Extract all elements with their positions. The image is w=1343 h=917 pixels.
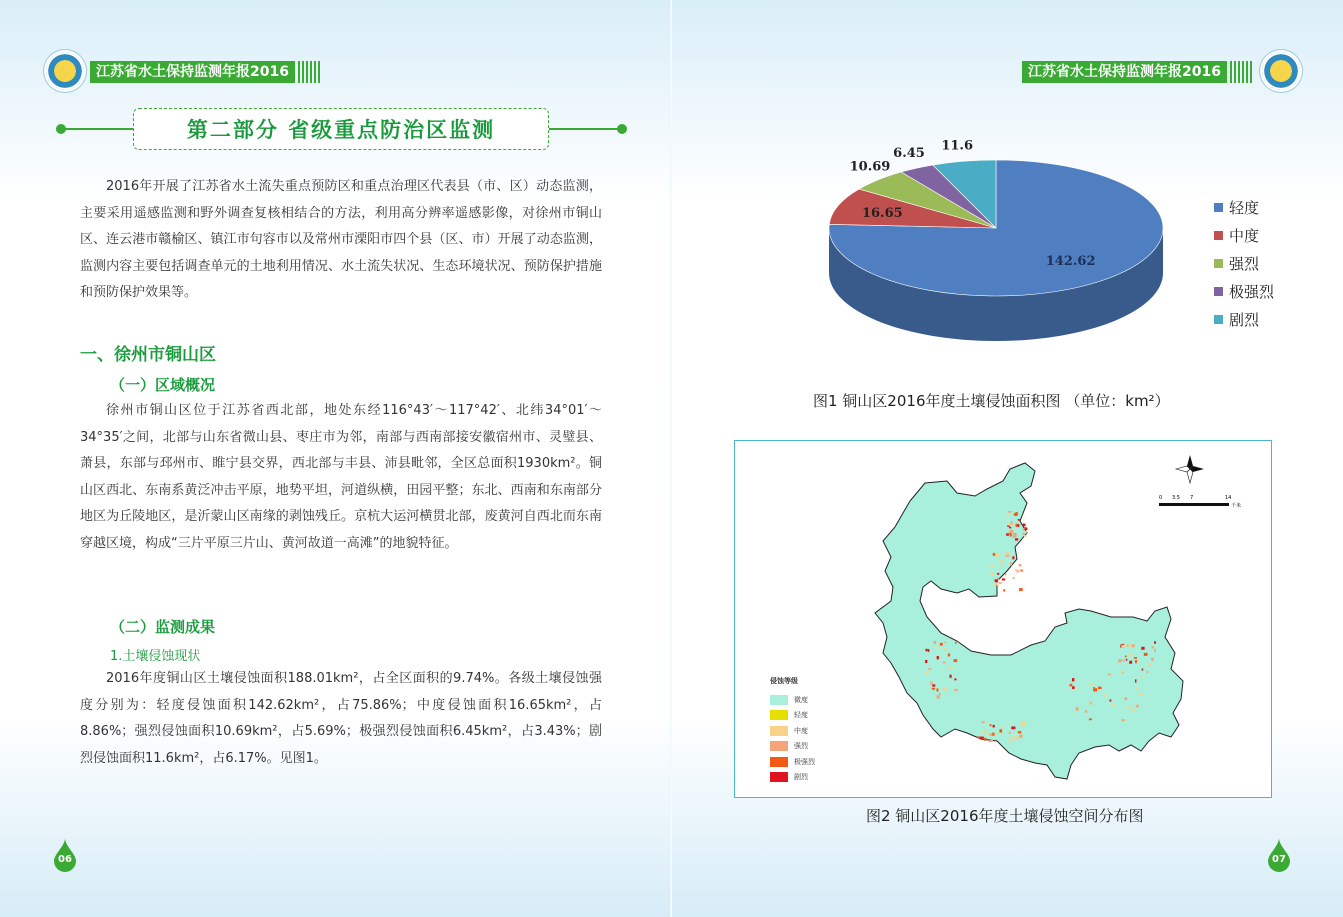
map-legend-label-2: 中度 — [794, 726, 808, 735]
erosion-patch — [1015, 736, 1018, 739]
erosion-patch — [1002, 578, 1005, 580]
erosion-patch — [948, 654, 950, 657]
erosion-patch — [949, 675, 951, 678]
erosion-patch — [932, 684, 935, 686]
subheading-monitoring-results: （二）监测成果 — [110, 618, 216, 636]
page-number-left-text: 06 — [58, 854, 72, 865]
erosion-patch — [1018, 731, 1021, 733]
erosion-patch — [1017, 524, 1019, 527]
erosion-patch — [925, 649, 927, 652]
erosion-patch — [945, 641, 947, 643]
erosion-patch — [1125, 655, 1127, 657]
erosion-patch — [1011, 521, 1013, 524]
erosion-patch — [1007, 525, 1010, 527]
erosion-patch — [1139, 693, 1143, 695]
figure1-caption: 图1 铜山区2016年度土壤侵蚀面积图 （单位：km²） — [813, 392, 1170, 410]
legend-item-4 — [1214, 309, 1259, 330]
legend-swatch-0 — [1214, 203, 1223, 212]
legend-label-2: 强烈 — [1229, 255, 1260, 273]
erosion-patch — [1154, 649, 1156, 652]
erosion-patch — [955, 642, 957, 644]
erosion-patch — [1076, 707, 1079, 710]
erosion-patch — [1013, 577, 1015, 579]
erosion-patch — [977, 736, 980, 738]
erosion-patch — [1005, 553, 1007, 555]
erosion-patch — [1015, 538, 1018, 540]
erosion-patch — [1024, 535, 1027, 537]
legend-swatch-3 — [1214, 287, 1223, 296]
legend-label-0: 轻度 — [1229, 199, 1260, 217]
scale-tick-3: 14 — [1225, 495, 1232, 501]
erosion-patch — [1132, 644, 1135, 647]
erosion-patch — [1010, 530, 1014, 533]
section-title-box — [133, 108, 549, 150]
erosion-patch — [940, 643, 943, 646]
scale-bar — [1159, 495, 1241, 509]
erosion-patch — [1141, 647, 1144, 650]
erosion-patch — [999, 582, 1002, 584]
map-legend-label-4: 极强烈 — [794, 757, 815, 766]
erosion-patch — [1009, 740, 1011, 743]
erosion-patch — [1021, 723, 1024, 726]
map-legend-item-3 — [770, 739, 815, 755]
erosion-patch — [937, 688, 939, 691]
header-stripes-right — [1230, 61, 1252, 83]
erosion-patch — [992, 733, 994, 736]
erosion-patch — [1023, 528, 1025, 530]
erosion-patch — [1142, 669, 1144, 671]
erosion-patch — [988, 733, 990, 735]
erosion-patch — [1013, 534, 1016, 537]
erosion-patch — [934, 641, 937, 644]
pie-data-label-2: 10.69 — [849, 159, 891, 175]
erosion-patch — [1023, 533, 1025, 535]
erosion-patch — [1010, 562, 1012, 565]
map-legend-label-0: 微度 — [794, 695, 808, 704]
compass-rose-icon — [1176, 455, 1204, 483]
erosion-patch — [953, 659, 957, 662]
erosion-patch — [1001, 565, 1003, 568]
map-legend-item-0 — [770, 692, 815, 708]
map-legend-label-3: 强烈 — [794, 742, 808, 751]
erosion-patch — [1010, 736, 1013, 739]
erosion-patch — [1140, 675, 1142, 677]
erosion-patch — [1134, 657, 1137, 659]
erosion-patch — [925, 660, 927, 663]
erosion-patch — [1129, 644, 1132, 646]
erosion-patch — [1019, 564, 1022, 566]
erosion-patch — [999, 729, 1002, 732]
erosion-patch — [1129, 653, 1132, 656]
subheading-region-overview: （一）区域概况 — [110, 376, 216, 394]
erosion-patch — [926, 671, 929, 674]
map-legend-swatch-2 — [770, 726, 788, 736]
erosion-patch — [1126, 659, 1128, 661]
erosion-patch — [939, 693, 941, 695]
item-title-erosion-status: 1.土壤侵蚀现状 — [110, 649, 201, 664]
right-header-badge — [1022, 60, 1252, 84]
erosion-patch — [1129, 661, 1132, 664]
region-overview-paragraph: 徐州市铜山区位于江苏省西北部，地处东经116°43′～117°42′、北纬34°01′～34°35′之间，北部与山东省微山县、枣庄市为邻，南部与西南部接安徽宿州市、灵璧县、萧县，东部与邳州市、睢宁县交界，西北部与丰县、沛县毗邻，全区总面积1930km²。铜山区西北、东南系黄泛冲击平原，地势平坦，河道纵横，田园平整；东北、西南和东南部分地区为丘陵地区，是沂蒙山区南缘的剥蚀残丘。京杭大运河横贯北部，废黄河自西北而东南穿越区境，构成“三片平原三片山、黄河故道一高滩”的地貌特征。 — [80, 403, 602, 551]
erosion-patch — [1122, 719, 1125, 721]
scale-tick-1: 3.5 — [1172, 495, 1180, 501]
erosion-patch — [1127, 645, 1129, 647]
erosion-patch — [1019, 588, 1023, 591]
erosion-patch — [1136, 705, 1138, 708]
map-legend-item-5 — [770, 770, 815, 786]
scale-tick-2: 7 — [1190, 495, 1194, 501]
erosion-patch — [990, 724, 992, 726]
erosion-patch — [990, 565, 993, 567]
erosion-patch — [993, 725, 995, 728]
legend-swatch-4 — [1214, 315, 1223, 324]
title-dot-right — [617, 124, 627, 134]
erosion-patch — [1135, 660, 1137, 663]
legend-label-3: 极强烈 — [1229, 283, 1275, 301]
erosion-patch — [989, 733, 992, 735]
erosion-patch — [1009, 732, 1011, 734]
erosion-patch — [1003, 589, 1005, 591]
erosion-patch — [1133, 709, 1136, 712]
erosion-patch — [1023, 523, 1026, 526]
erosion-patch — [949, 667, 952, 670]
map-legend-swatch-3 — [770, 741, 788, 751]
bureau-emblem-icon — [46, 52, 84, 90]
erosion-patch — [1090, 683, 1093, 686]
erosion-patch — [1118, 659, 1122, 662]
erosion-patch — [1025, 531, 1027, 534]
erosion-patch — [1007, 523, 1009, 525]
erosion-patch — [943, 662, 946, 664]
erosion-patch — [937, 656, 939, 659]
erosion-patch — [1019, 735, 1022, 738]
erosion-patch — [954, 689, 958, 691]
erosion-patch — [1112, 704, 1115, 706]
erosion-status-paragraph: 2016年度铜山区土壤侵蚀面积188.01km²，占全区面积的9.74%。各级土壤侵蚀强度分别为：轻度侵蚀面积142.62km²，占75.86%；中度侵蚀面积16.65km²，占8.86%；强烈侵蚀面积10.69km²，占5.69%；极强烈侵蚀面积6.45km²，占3.43%；剧烈侵蚀面积11.6km²，占6.17%。见图1。 — [80, 671, 602, 766]
title-dot-left — [56, 124, 66, 134]
map-legend-item-4 — [770, 754, 815, 770]
map-legend — [770, 676, 815, 785]
erosion-patch — [1148, 663, 1151, 666]
erosion-patch — [1154, 641, 1156, 644]
erosion-patch — [1007, 513, 1009, 515]
erosion-patch — [981, 721, 984, 723]
erosion-patch — [1001, 725, 1003, 728]
title-rule-right — [547, 128, 621, 130]
erosion-patch — [980, 737, 984, 739]
scale-tick-0: 0 — [1159, 495, 1163, 501]
erosion-patch — [1128, 706, 1130, 709]
erosion-patch — [995, 579, 998, 582]
erosion-patch — [997, 573, 999, 575]
erosion-patch — [932, 688, 935, 690]
scale-unit: 千米 — [1231, 503, 1242, 509]
erosion-patch — [984, 738, 986, 741]
erosion-patch — [1015, 512, 1017, 514]
map-legend-swatch-1 — [770, 710, 788, 720]
legend-label-4: 剧烈 — [1229, 311, 1260, 329]
page-number-right — [1268, 838, 1290, 872]
tongshan-district-shape — [875, 463, 1183, 779]
erosion-patch — [1008, 511, 1011, 513]
map-legend-item-2 — [770, 723, 815, 739]
erosion-patch — [930, 681, 932, 684]
map-legend-swatch-5 — [770, 772, 788, 782]
pie-data-label-0: 142.62 — [1045, 254, 1096, 270]
erosion-patch — [936, 646, 939, 648]
map-legend-item-1 — [770, 708, 815, 724]
left-header-title: 江苏省水土保持监测年报2016 — [90, 61, 295, 83]
erosion-patch — [1121, 670, 1123, 673]
erosion-patch — [1013, 536, 1015, 538]
erosion-patch — [942, 687, 946, 690]
erosion-patch — [928, 649, 930, 652]
erosion-patch — [1098, 687, 1102, 689]
erosion-patch — [1015, 569, 1018, 571]
pie-data-label-3: 6.45 — [893, 146, 925, 162]
erosion-patch — [991, 572, 995, 575]
erosion-patch — [1011, 726, 1015, 728]
intro-paragraph: 2016年开展了江苏省水土流失重点预防区和重点治理区代表县（市、区）动态监测，主要采用遥感监测和野外调查复核相结合的方法，利用高分辨率遥感影像，对徐州市铜山区、连云港市赣榆区、镇江市句容市以及常州市溧阳市四个县（区、市）开展了动态监测，监测内容主要包括调查单元的土地利用情况、水土流失状况、生态环境状况、预防保护措施和预防保护效果等。 — [80, 179, 602, 301]
pie-data-label-4: 11.6 — [941, 140, 974, 154]
erosion-patch — [1136, 688, 1138, 690]
legend-item-0 — [1214, 197, 1259, 218]
erosion-patch — [1070, 684, 1073, 687]
erosion-patch — [943, 648, 945, 650]
left-header-badge — [90, 60, 320, 84]
erosion-patch — [1009, 527, 1011, 529]
erosion-patch — [928, 668, 931, 670]
erosion-patch — [989, 740, 992, 742]
erosion-area-pie-chart — [785, 140, 1205, 370]
erosion-patch — [1023, 721, 1026, 724]
map-legend-label-5: 剧烈 — [794, 773, 808, 782]
erosion-patch — [1093, 688, 1097, 691]
erosion-patch — [1090, 702, 1092, 705]
left-page — [0, 0, 671, 917]
erosion-patch — [1152, 646, 1154, 649]
legend-swatch-1 — [1214, 231, 1223, 240]
erosion-patch — [1135, 679, 1137, 682]
erosion-patch — [1121, 645, 1125, 648]
legend-item-3 — [1214, 281, 1274, 302]
erosion-patch — [1077, 687, 1079, 689]
erosion-patch — [937, 695, 940, 698]
erosion-patch — [1020, 569, 1024, 572]
erosion-patch — [1110, 699, 1112, 701]
erosion-patch — [996, 733, 998, 735]
bureau-emblem-icon-right — [1262, 52, 1300, 90]
map-legend-title: 侵蚀等级 — [770, 677, 798, 685]
header-stripes — [298, 61, 320, 83]
erosion-patch — [1104, 694, 1106, 697]
erosion-patch — [1146, 671, 1148, 673]
erosion-patch — [1151, 658, 1154, 661]
erosion-patch — [993, 553, 996, 556]
erosion-patch — [1123, 660, 1125, 662]
pie-data-label-1: 16.65 — [861, 206, 903, 222]
erosion-patch — [1144, 653, 1148, 656]
map-legend-swatch-4 — [770, 757, 788, 767]
erosion-patch — [982, 731, 985, 734]
erosion-patch — [1012, 556, 1014, 559]
erosion-patch — [1085, 710, 1087, 713]
erosion-patch — [1108, 674, 1111, 676]
erosion-patch — [1005, 573, 1007, 575]
heading-tongshan: 一、徐州市铜山区 — [80, 345, 216, 365]
legend-swatch-2 — [1214, 259, 1223, 268]
erosion-patch — [997, 584, 999, 586]
page-number-left — [54, 838, 76, 872]
right-header-title: 江苏省水土保持监测年报2016 — [1022, 61, 1227, 83]
erosion-patch — [1018, 519, 1020, 521]
erosion-patch — [995, 553, 999, 556]
legend-label-1: 中度 — [1229, 227, 1260, 245]
title-rule-left — [60, 128, 134, 130]
erosion-patch — [1001, 560, 1003, 563]
erosion-patch — [954, 678, 956, 680]
figure2-caption: 图2 铜山区2016年度土壤侵蚀空间分布图 — [866, 807, 1144, 825]
erosion-patch — [1124, 697, 1127, 700]
map-legend-swatch-0 — [770, 695, 788, 705]
legend-item-1 — [1214, 225, 1259, 246]
legend-item-2 — [1214, 253, 1259, 274]
map-legend-label-1: 轻度 — [794, 711, 808, 720]
erosion-patch — [1016, 524, 1018, 527]
erosion-patch — [1072, 686, 1075, 689]
page-number-right-text: 07 — [1272, 854, 1286, 865]
erosion-patch — [1072, 678, 1074, 681]
erosion-patch — [1089, 718, 1092, 720]
section-title: 第二部分 省级重点防治区监测 — [186, 118, 496, 142]
erosion-distribution-map — [735, 441, 1271, 797]
